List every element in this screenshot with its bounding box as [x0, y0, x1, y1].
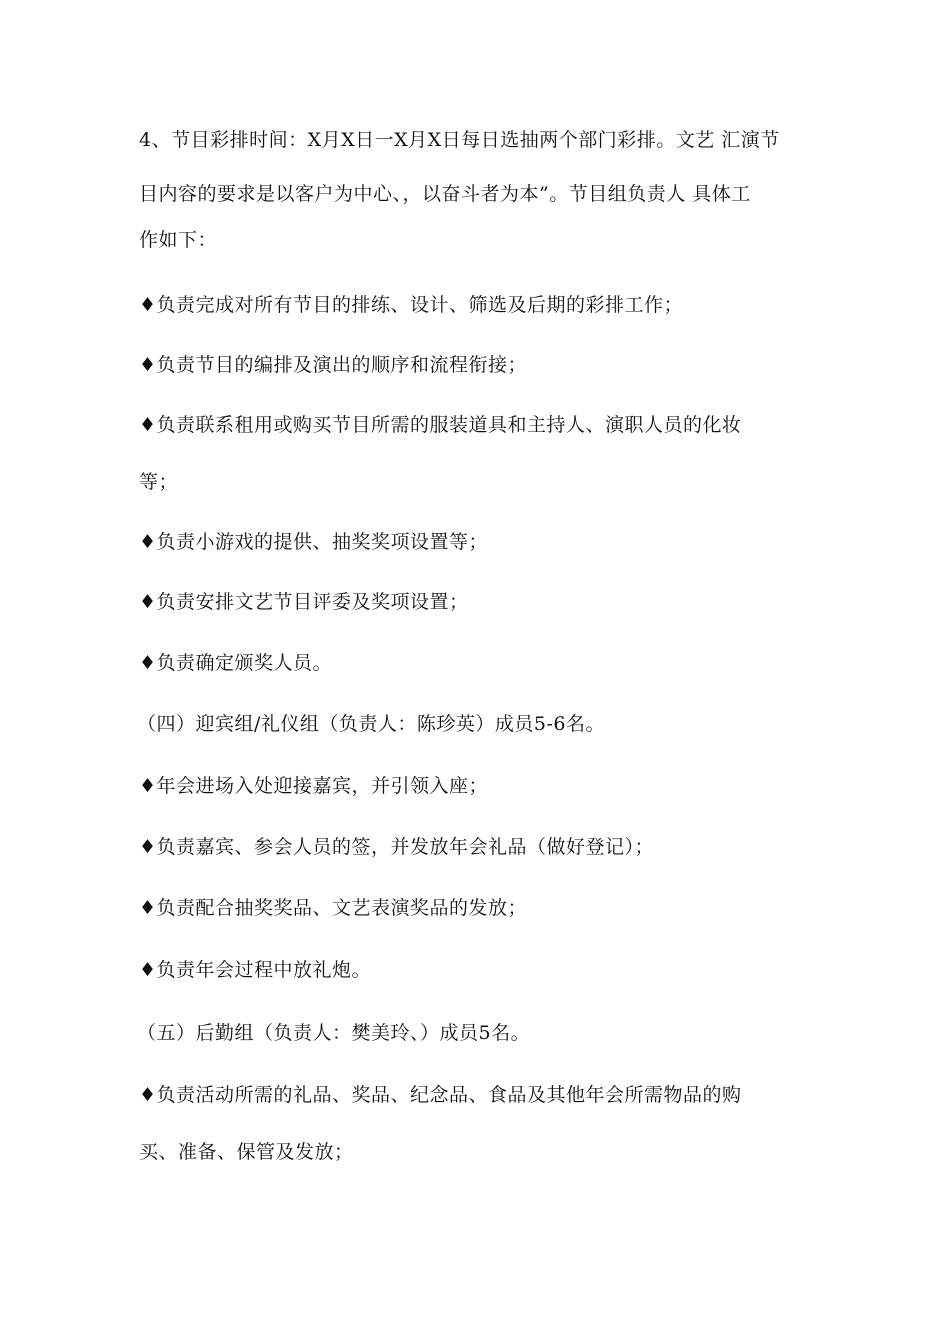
- list-item: ♦负责联系租用或购买节目所需的服装道具和主持人、演职人员的化妆: [139, 414, 742, 436]
- list-item: ♦负责确定颁奖人员。: [139, 652, 333, 674]
- list-item: ♦负责嘉宾、参会人员的签，并发放年会礼品（做好登记）；: [139, 836, 655, 858]
- paragraph-line: 作如下：: [139, 229, 218, 251]
- list-item: ♦负责活动所需的礼品、奖品、纪念品、食品及其他年会所需物品的购: [139, 1084, 742, 1106]
- list-item: ♦负责年会过程中放礼炮。: [139, 959, 372, 981]
- list-item: ♦负责小游戏的提供、抽奖奖项设置等；: [139, 531, 489, 553]
- list-item: ♦负责安排文艺节目评委及奖项设置；: [139, 591, 469, 613]
- section-heading: （四）迎宾组/礼仪组（负责人：陈珍英）成员5-6名。: [137, 713, 605, 735]
- list-item: ♦年会进场入处迎接嘉宾，并引领入座；: [139, 775, 489, 797]
- list-item: ♦负责完成对所有节目的排练、设计、筛选及后期的彩排工作；: [139, 294, 684, 316]
- list-item: ♦负责配合抽奖奖品、文艺表演奖品的发放；: [139, 897, 528, 919]
- paragraph-line: 4、节目彩排时间：X月X日一X月X日每日选抽两个部门彩排。文艺 汇演节: [139, 129, 780, 151]
- section-heading: （五）后勤组（负责人：樊美玲、）成员5名。: [137, 1022, 531, 1044]
- list-item-continuation: 等；: [139, 471, 179, 493]
- list-item: ♦负责节目的编排及演出的顺序和流程衔接；: [139, 354, 528, 376]
- paragraph-line: 目内容的要求是以客户为中心、，以奋斗者为本”。节目组负责人 具体工: [139, 183, 751, 205]
- list-item-continuation: 买、准备、保管及发放；: [139, 1141, 354, 1163]
